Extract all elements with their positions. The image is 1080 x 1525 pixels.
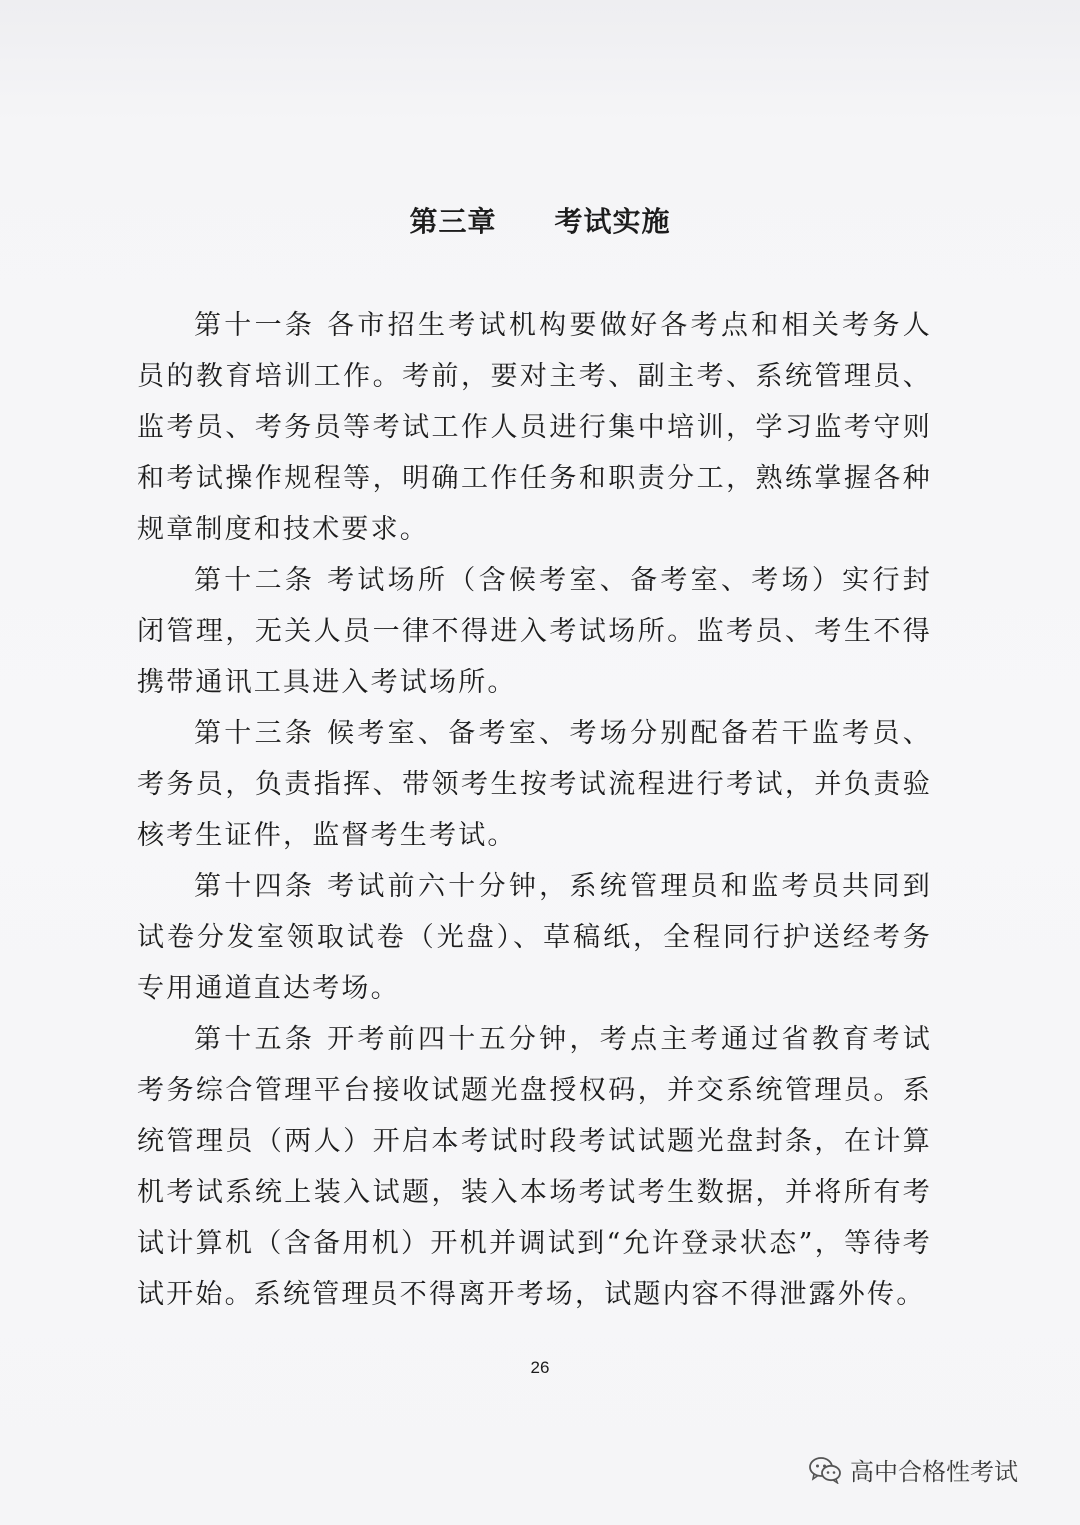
- page-number: 26: [530, 1358, 550, 1377]
- article-12: 第十二条 考试场所（含候考室、备考室、考场）实行封闭管理，无关人员一律不得进入考试场所。监考员、考生不得携带通讯工具进入考试场所。: [137, 565, 932, 698]
- watermark-text: 高中合格性考试: [850, 1458, 1018, 1486]
- chapter-heading: [0, 200, 1080, 240]
- article-11: 第十一条 各市招生考试机构要做好各考点和相关考务人员的教育培训工作。考前，要对主考、副主考、系统管理员、监考员、考务员等考试工作人员进行集中培训，学习监考守则和考试操作规程等，明确工作任务和职责分工，熟练掌握各种规章制度和技术要求。: [137, 310, 932, 545]
- chapter-number: 第三章: [409, 205, 497, 238]
- wechat-icon: [808, 1456, 842, 1484]
- account-watermark: [808, 1452, 1018, 1487]
- article-13: 第十三条 候考室、备考室、考场分别配备若干监考员、考务员，负责指挥、带领考生按考试流程进行考试，并负责验核考生证件，监督考生考试。: [137, 718, 932, 851]
- chapter-title: 考试实施: [554, 205, 671, 238]
- article-14: 第十四条 考试前六十分钟，系统管理员和监考员共同到试卷分发室领取试卷（光盘）、草稿纸，全程同行护送经考务专用通道直达考场。: [137, 871, 932, 1004]
- chapter-body: [137, 300, 932, 1320]
- article-15: 第十五条 开考前四十五分钟，考点主考通过省教育考试考务综合管理平台接收试题光盘授权码，并交系统管理员。系统管理员（两人）开启本考试时段考试试题光盘封条，在计算机考试系统上装入试题，装入本场考试考生数据，并将所有考试计算机（含备用机）开机并调试到“允许登录状态”，等待考试开始。系统管理员不得离开考场，试题内容不得泄露外传。: [137, 1024, 932, 1310]
